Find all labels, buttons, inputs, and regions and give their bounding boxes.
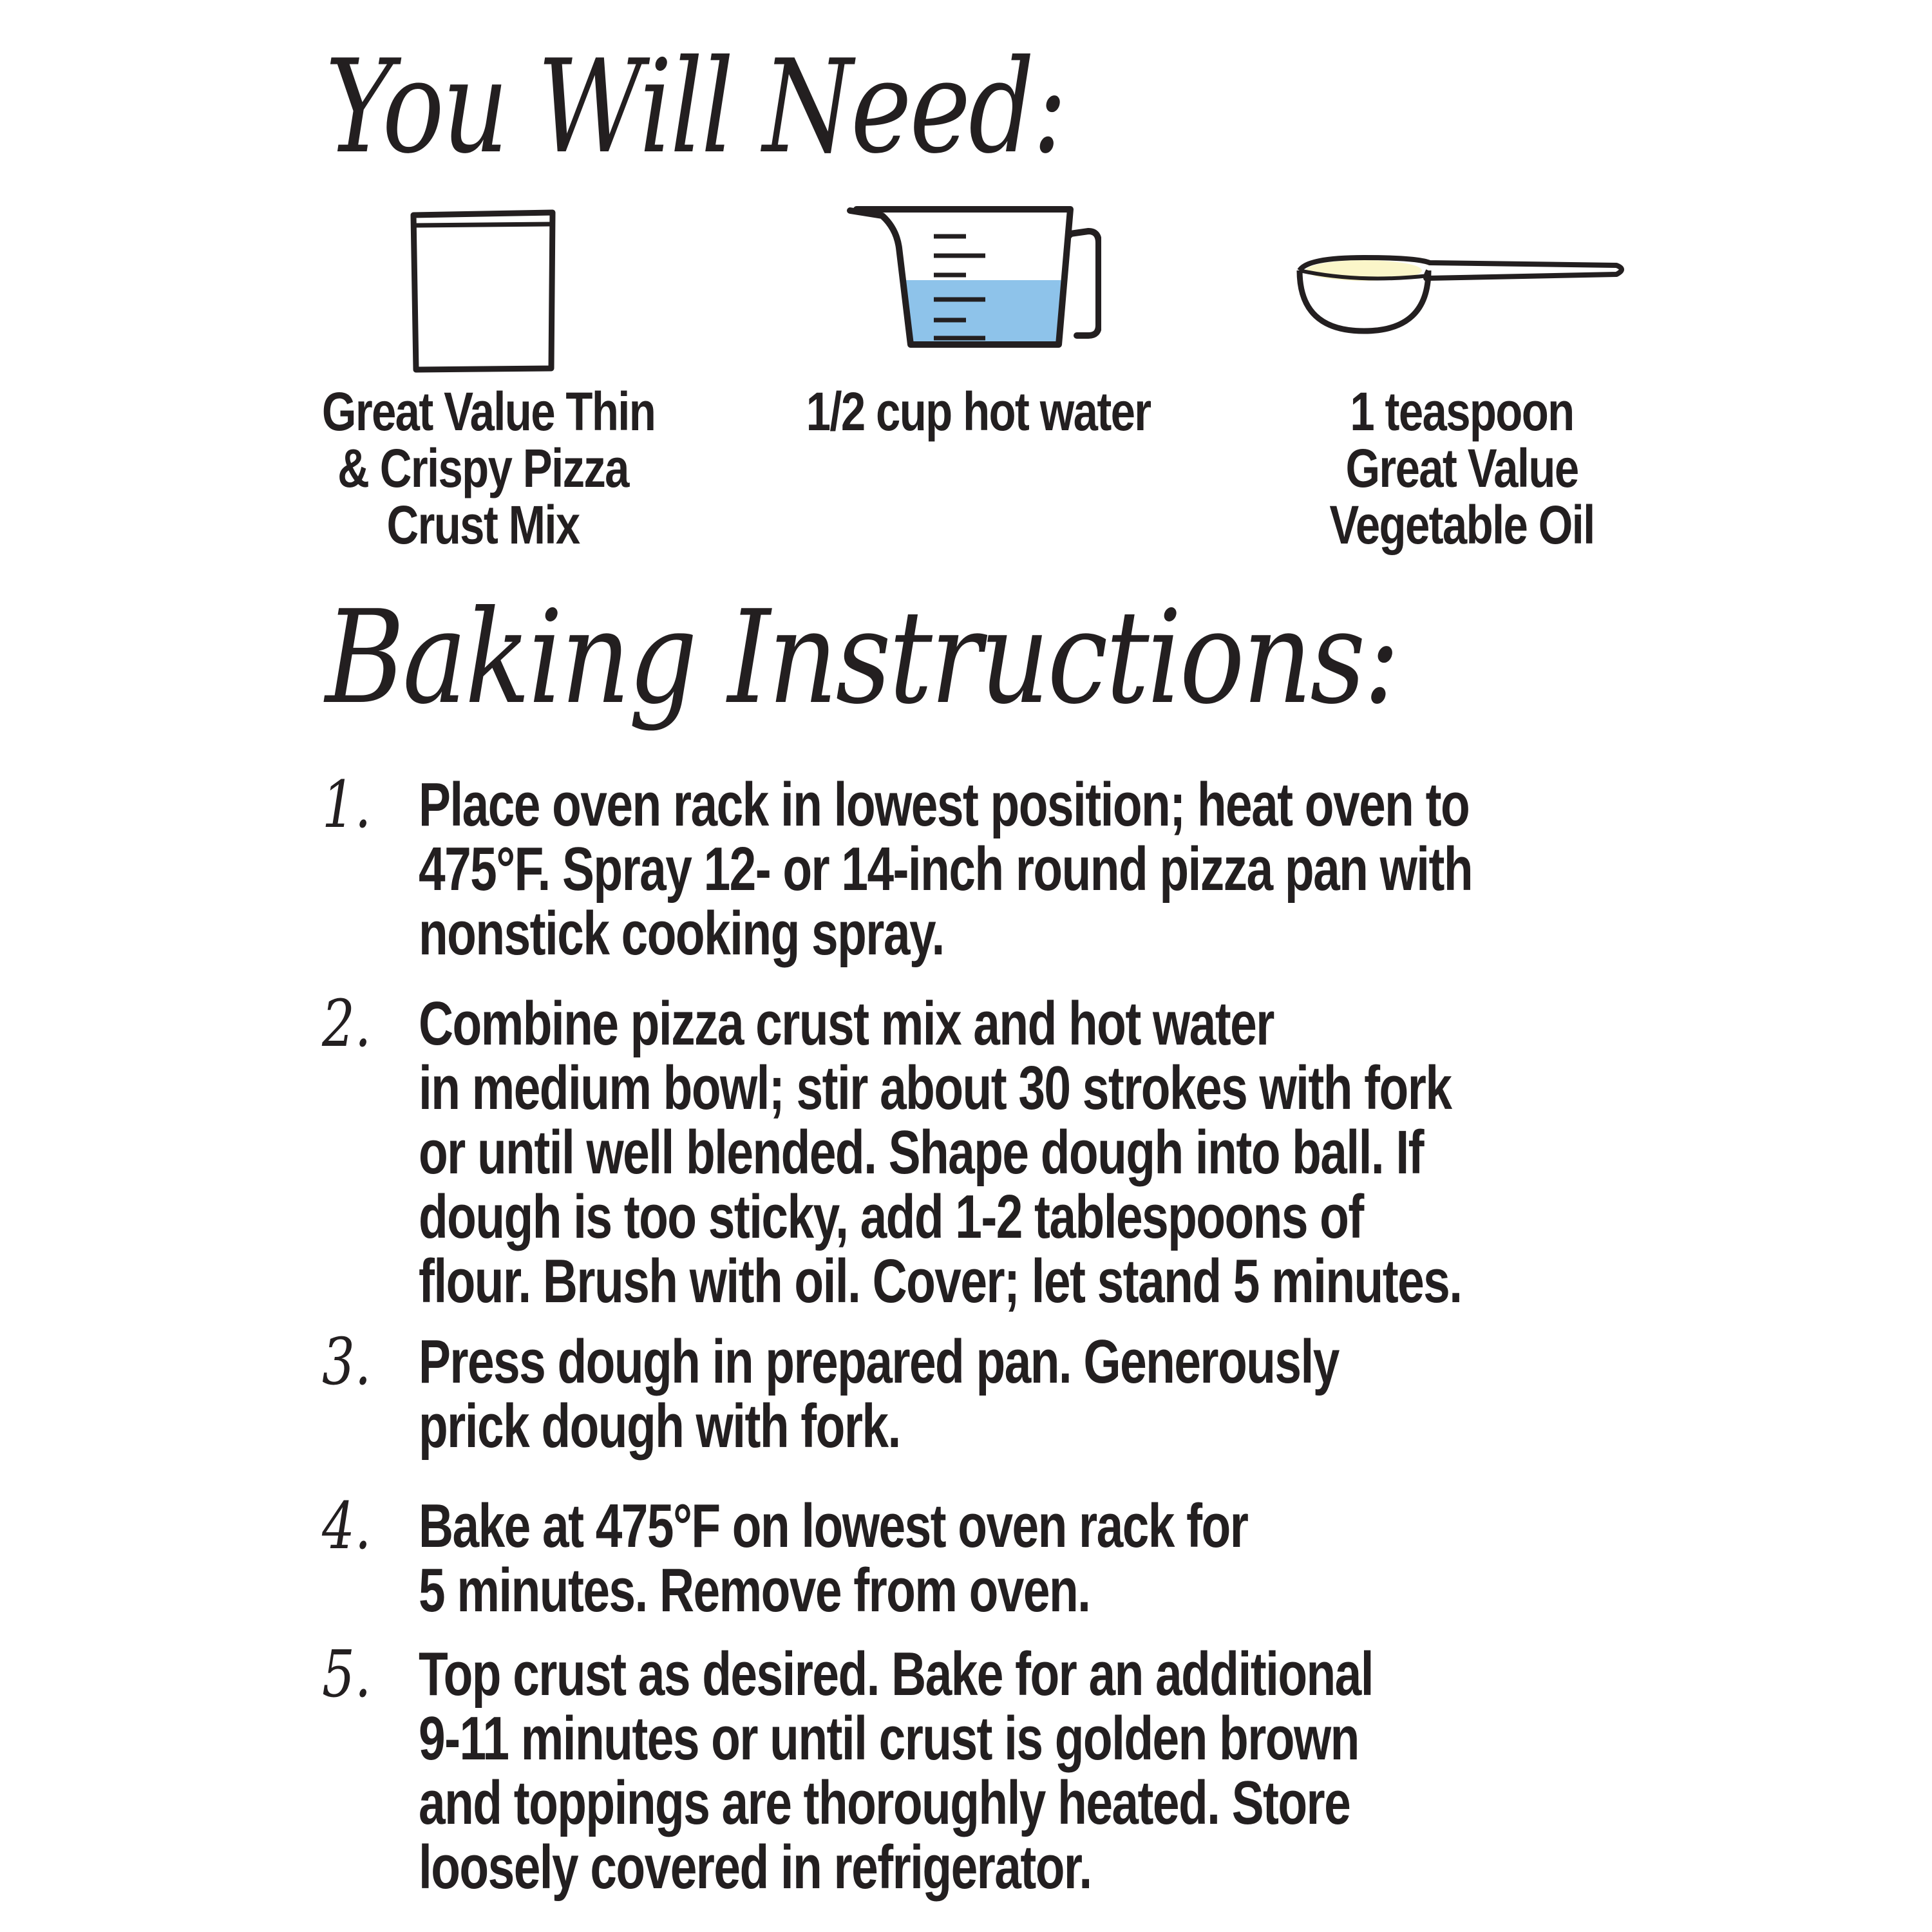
ingredient-label-vegetable-oil: 1 teaspoon Great Value Vegetable Oil (1329, 381, 1595, 555)
step-number: 2. (322, 986, 372, 1061)
step-number: 4. (322, 1488, 372, 1564)
step-number: 5. (322, 1636, 372, 1712)
step-text: Place oven rack in lowest position; heat oven to 475°F. Spray 12- or 14-inch round pizza pan with nonstick cooking spray. (419, 770, 1473, 968)
step-number: 3. (322, 1324, 372, 1399)
step-text: Bake at 475°F on lowest oven rack for 5 minutes. Remove from oven. (419, 1492, 1248, 1625)
ingredient-label-crust-mix: Great Value Thin & Crispy Pizza Crust Mix (321, 381, 656, 555)
you-will-need-heading: You Will Need: (325, 32, 1065, 182)
measuring-spoon-icon (1294, 251, 1629, 341)
baking-instructions-heading: Baking Instructions: (325, 583, 1398, 733)
ingredient-label-hot-water: 1/2 cup hot water (806, 381, 1151, 442)
measuring-cup-icon (844, 203, 1101, 351)
step-text: Combine pizza crust mix and hot water in medium bowl; stir about 30 strokes with fork or until well blended. Shape dough into ball. If dough is too sticky, add 1-2 tablespoons of flour. Brush with oil. Cover; let stand 5 minutes. (419, 989, 1462, 1316)
step-text: Press dough in prepared pan. Generously prick dough with fork. (419, 1327, 1339, 1461)
pouch-icon (406, 206, 560, 374)
step-number: 1. (322, 767, 372, 842)
step-text: Top crust as desired. Bake for an additional 9-11 minutes or until crust is golden brown and toppings are thoroughly heated. Store loosely covered in refrigerator. (419, 1640, 1374, 1902)
